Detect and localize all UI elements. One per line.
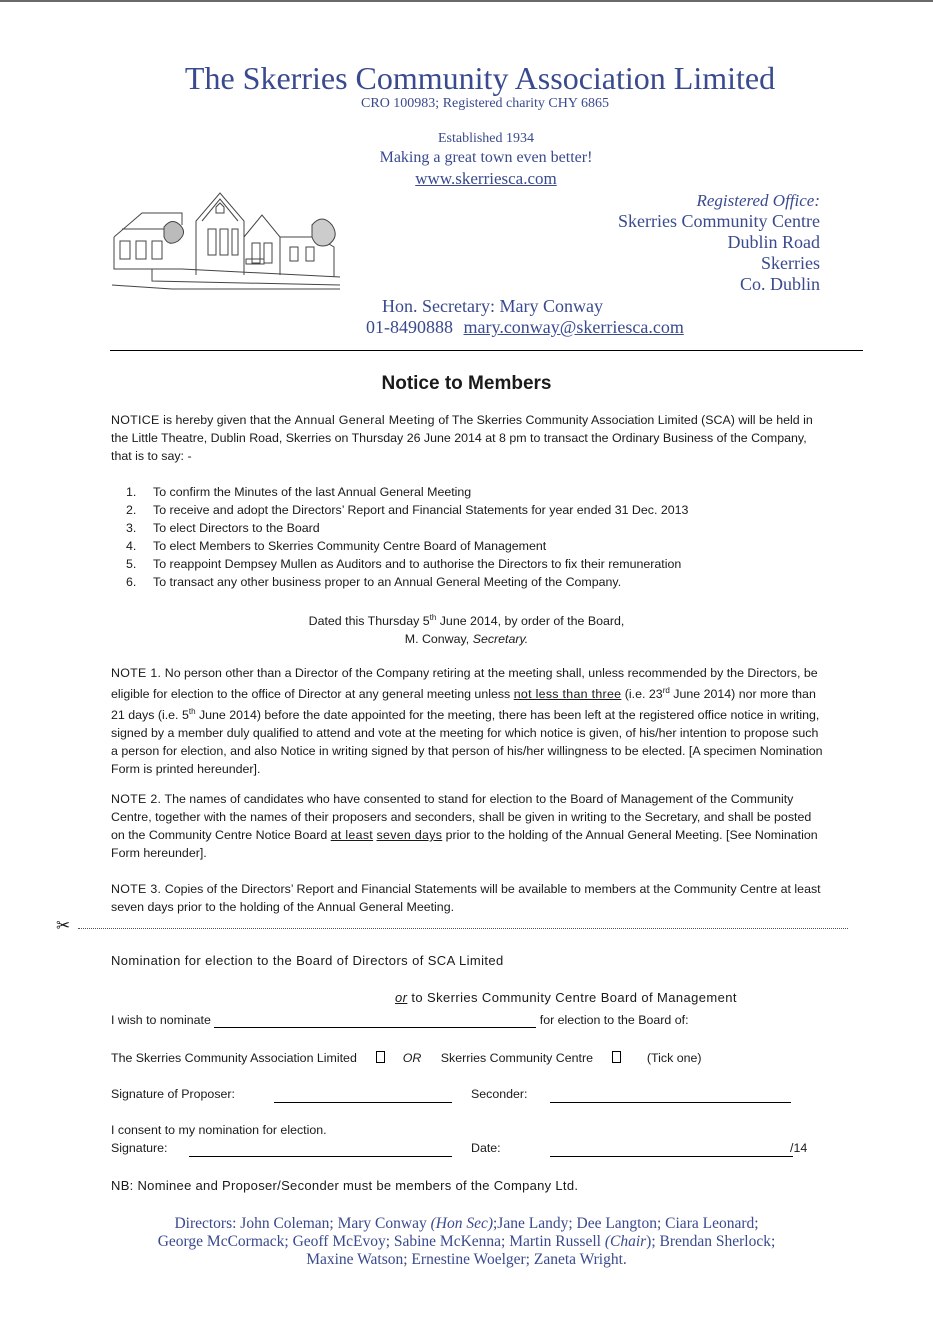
- note-superscript: th: [188, 707, 196, 717]
- directors-line: [0, 1215, 933, 1233]
- nominee-name-field[interactable]: [214, 1013, 536, 1028]
- agenda-item: [126, 555, 826, 573]
- dated-line: [0, 609, 933, 630]
- date-field[interactable]: [550, 1156, 793, 1157]
- agenda-list: [126, 483, 826, 591]
- choice-sca-label: The Skerries Community Association Limited: [111, 1051, 357, 1065]
- choice-sca-checkbox[interactable]: [376, 1051, 385, 1063]
- note-text: (i.e. 23: [621, 687, 663, 702]
- notice-lead: NOTICE: [111, 413, 160, 427]
- phone-number: 01-8490888: [366, 317, 453, 337]
- agenda-number: 3.: [126, 521, 137, 535]
- agenda-item: [126, 519, 826, 537]
- directors-names: George McCormack; Geoff McEvoy; Sabine McKenna; Martin Russell: [157, 1233, 605, 1250]
- note-text: June 2014) before the date appointed for the meeting, there has been left at the registered office notice in writing, signed by a member duly qualified to attend and vote at the meeting for which notice is given, of his/her intention to propose such a person for election, and also Notice in writing signed by that person of his/her willingness to be elected. [A specimen Nomination Form is printed hereunder].: [111, 708, 823, 777]
- agenda-item: [126, 573, 826, 591]
- agenda-item: [126, 501, 826, 519]
- agenda-text: To receive and adopt the Directors’ Report and Financial Statements for year ended 31 Dec. 2013: [153, 503, 689, 517]
- directors-names: John Coleman; Mary Conway: [240, 1215, 431, 1232]
- director-role: (Hon Sec): [430, 1215, 493, 1232]
- dated-text: Dated this Thursday 5: [308, 614, 430, 629]
- note-superscript: rd: [662, 686, 670, 695]
- agenda-text: To elect Members to Skerries Community Centre Board of Management: [153, 539, 547, 553]
- note-label: NOTE 3.: [111, 882, 162, 896]
- note-3: [111, 880, 823, 916]
- signature-line: [0, 630, 933, 648]
- community-centre-sketch-image: [112, 185, 342, 293]
- nominate-suffix: for election to the Board of:: [536, 1013, 689, 1027]
- nominate-label: I wish to nominate: [111, 1013, 215, 1027]
- secretary-role: Secretary.: [472, 632, 529, 647]
- cut-line-divider: [78, 928, 848, 929]
- agenda-text: To confirm the Minutes of the last Annual General Meeting: [153, 485, 472, 499]
- board-choice-line: [111, 1051, 702, 1065]
- nomination-title: Nomination for election to the Board of Directors of SCA Limited: [111, 953, 504, 968]
- nominee-signature-field[interactable]: [189, 1156, 452, 1157]
- directors-names: ;Jane Landy; Dee Langton; Ciara Leonard;: [493, 1215, 759, 1232]
- notice-paragraph: [111, 411, 823, 465]
- address-line: Dublin Road: [727, 232, 820, 252]
- directors-line: Maxine Watson; Ernestine Woelger; Zaneta Wright.: [306, 1251, 627, 1268]
- directors-names: ); Brendan Sherlock;: [646, 1233, 776, 1250]
- organisation-title: The Skerries Community Association Limited: [184, 60, 776, 96]
- directors-footer: [0, 1215, 933, 1269]
- contact-line: [366, 317, 684, 338]
- header-divider: [110, 350, 863, 351]
- date-year-suffix: /14: [790, 1141, 808, 1155]
- agm-term: Annual General Meeting: [294, 413, 435, 427]
- note-2: [111, 790, 823, 862]
- agenda-item: [126, 537, 826, 555]
- nominate-line: [111, 1013, 689, 1028]
- scissors-icon: ✂: [56, 916, 71, 935]
- choice-or: OR: [402, 1051, 422, 1065]
- registered-office-block: [618, 190, 820, 295]
- seconder-label: Seconder:: [471, 1087, 528, 1101]
- directors-label: Directors:: [174, 1215, 241, 1232]
- note-text: June 2014) nor more than 21 days (i.e. 5: [111, 687, 816, 723]
- directors-line: [0, 1233, 933, 1251]
- proposer-label: Signature of Proposer:: [111, 1087, 235, 1101]
- note-1: [111, 664, 823, 778]
- note-emphasis: seven days: [376, 828, 443, 842]
- agenda-number: 1.: [126, 485, 137, 499]
- agenda-number: 6.: [126, 575, 137, 589]
- registration-line: CRO 100983; Registered charity CHY 6865: [361, 96, 609, 111]
- dated-text: June 2014, by order of the Board,: [436, 614, 625, 629]
- dated-superscript: th: [429, 613, 437, 622]
- motto: Making a great town even better!: [379, 149, 593, 166]
- note-label: NOTE 2.: [111, 792, 162, 806]
- established-line: Established 1934: [437, 131, 535, 146]
- note-text: prior to the holding of the Annual General Meeting. [See Nomination Form hereunder].: [111, 828, 818, 860]
- top-border: [0, 0, 933, 2]
- registered-office-label: Registered Office:: [696, 191, 820, 210]
- agenda-number: 5.: [126, 557, 137, 571]
- choice-centre-checkbox[interactable]: [612, 1051, 621, 1063]
- or-word: or: [395, 990, 408, 1005]
- proposer-signature-field[interactable]: [274, 1102, 452, 1103]
- address-line: Skerries Community Centre: [618, 211, 820, 231]
- notice-text: is hereby given that the: [159, 413, 295, 427]
- nb-note: NB: Nominee and Proposer/Seconder must be members of the Company Ltd.: [111, 1178, 579, 1193]
- note-label: NOTE 1.: [111, 666, 162, 680]
- email-link[interactable]: mary.conway@skerriesca.com: [463, 317, 684, 337]
- note-emphasis: at least: [330, 828, 374, 842]
- nomination-alt-line: [395, 990, 737, 1005]
- agenda-text: To elect Directors to the Board: [153, 521, 320, 535]
- seconder-signature-field[interactable]: [550, 1102, 791, 1103]
- note-text: The names of candidates who have consented to stand for election to the Board of Management of the Community Centre, together with the names of their proposers and seconders, shall be given in writing to the Secretary, and shall be posted on the Community Centre Notice Board: [111, 792, 812, 842]
- date-label: Date:: [471, 1141, 501, 1155]
- address-line: Skerries: [761, 253, 820, 273]
- agenda-text: To transact any other business proper to an Annual General Meeting of the Company.: [153, 575, 622, 589]
- note-emphasis: not less than three: [513, 687, 622, 702]
- dated-block: [0, 609, 933, 648]
- agenda-number: 4.: [126, 539, 137, 553]
- choice-centre-label: Skerries Community Centre: [440, 1051, 593, 1065]
- note-text: No person other than a Director of the Company retiring at the meeting shall, unless recommended by the Directors, be eligible for election to the office of Director at any general meeting unless: [111, 666, 818, 702]
- tick-one-hint: (Tick one): [646, 1051, 702, 1065]
- website-link[interactable]: www.skerriesca.com: [415, 169, 557, 188]
- note-text: Copies of the Directors’ Report and Financial Statements will be available to members at the Community Centre at least seven days prior to the holding of the Annual General Meeting.: [111, 882, 821, 914]
- consent-text: I consent to my nomination for election.: [111, 1123, 327, 1137]
- signature-label: Signature:: [111, 1141, 168, 1155]
- nomination-alt-text: to Skerries Community Centre Board of Management: [407, 990, 737, 1005]
- notice-text: of The Skerries Community Association Limited (SCA) will be held in the Little Theatre, Dublin Road, Skerries on Thursday 26 June 2014 at 8 pm to transact the Ordinary Business of the Company, that is to say: -: [111, 413, 813, 463]
- agenda-text: To reappoint Dempsey Mullen as Auditors and to authorise the Directors to fix their remuneration: [153, 557, 682, 571]
- agenda-item: [126, 483, 826, 501]
- agenda-number: 2.: [126, 503, 137, 517]
- address-line: Co. Dublin: [739, 274, 820, 294]
- hon-secretary: Hon. Secretary: Mary Conway: [382, 296, 603, 316]
- secretary-name: M. Conway,: [404, 632, 473, 647]
- notice-title: Notice to Members: [381, 373, 552, 394]
- director-role: (Chair: [604, 1233, 647, 1250]
